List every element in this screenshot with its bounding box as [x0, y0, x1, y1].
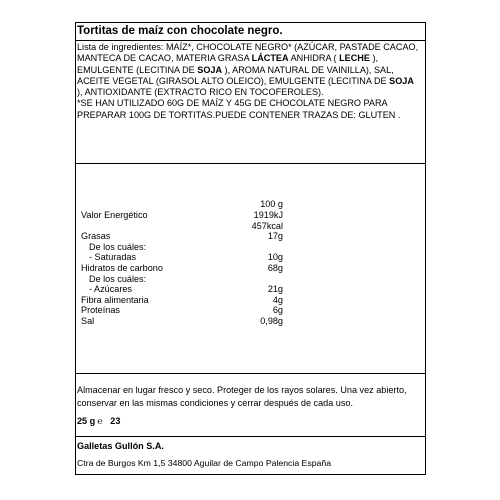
- allergen-highlight: LÁCTEA: [251, 53, 289, 64]
- units-count: 23: [110, 416, 121, 426]
- net-weight: [77, 416, 424, 426]
- storage-instructions: Almacenar en lugar fresco y seco. Proteger de los rayos solares. Una vez abierto, conservar en las mismas condiciones y cerrar después de cada uso.: [77, 385, 407, 408]
- allergen-highlight: SOJA: [389, 75, 414, 86]
- nutrition-row-value: 21g: [267, 284, 283, 295]
- nutrition-row-value: 17g: [267, 231, 283, 242]
- nutrition-row-label: Hidratos de carbono: [81, 263, 163, 273]
- product-title: Tortitas de maíz con chocolate negro.: [77, 25, 283, 37]
- allergen-highlight: LECHE: [339, 53, 370, 64]
- ingredients-segment: ), ANTIOXIDANTE (EXTRACTO RICO EN TOCOFEROLES).: [77, 87, 324, 98]
- ingredients-segment: ), EMULGENTE (LECITINA DE: [77, 53, 379, 75]
- company-name: Galletas Gullón S.A.: [77, 441, 164, 451]
- nutrition-row-label: Grasas: [81, 231, 111, 242]
- ingredients-segment: ANHIDRA (: [288, 53, 340, 64]
- allergen-highlight: SOJA: [197, 64, 223, 75]
- nutrition-row-label: - Azúcares: [89, 284, 132, 295]
- ingredients-divider: [75, 163, 426, 164]
- company-address: Ctra de Burgos Km 1,5 34800 Aguilar de Campo Palencia España: [77, 458, 332, 468]
- nutrition-row-label: Proteínas: [81, 305, 120, 316]
- preparation-note: *SE HAN UTILIZADO 60G DE MAÍZ Y 45G DE CHOCOLATE NEGRO PARA PREPARAR 100G DE TORTITAS.PUEDE CONTENER TRAZAS DE: GLUTEN .: [77, 98, 401, 120]
- ingredients-list: [77, 42, 421, 121]
- estimated-sign-icon: ℮: [97, 416, 103, 426]
- nutrition-row-label: Sal: [81, 316, 95, 326]
- weight-divider: [75, 436, 426, 437]
- nutrition-divider: [75, 373, 426, 374]
- weight-value: 25 g: [77, 416, 96, 426]
- nutrition-row-label: - Saturadas: [89, 252, 137, 263]
- nutrition-row-value: 457kcal: [251, 220, 283, 231]
- nutrition-header: 100 g: [260, 199, 283, 209]
- nutrition-row-value: 0,98g: [260, 316, 283, 326]
- nutrition-row-value: 6g: [272, 305, 283, 316]
- ingredients-segment: ), AROMA NATURAL DE VAINILLA), SAL, ACEITE VEGETAL (GIRASOL ALTO OLEICO), EMULGENTE (LECITINA DE: [77, 64, 394, 86]
- nutrition-row-label: Fibra alimentaria: [81, 294, 149, 305]
- nutrition-row-label: De los cuáles:: [89, 273, 147, 284]
- ingredients-text: [77, 42, 418, 97]
- nutrition-row-value: 68g: [267, 263, 283, 273]
- title-divider: [75, 40, 426, 41]
- nutrition-row-value: 10g: [267, 252, 283, 263]
- nutrition-row-label: De los cuáles:: [89, 241, 147, 252]
- nutrition-row-value: 1919kJ: [253, 210, 283, 220]
- ingredients-segment: Lista de ingredientes: MAÍZ*, CHOCOLATE NEGRO* (AZÚCAR, PASTADE CACAO, MANTECA DE CACAO, MATERIA GRASA: [77, 42, 419, 64]
- nutrition-row-label: Valor Energético: [81, 210, 148, 220]
- nutrition-row-value: 4g: [272, 294, 283, 305]
